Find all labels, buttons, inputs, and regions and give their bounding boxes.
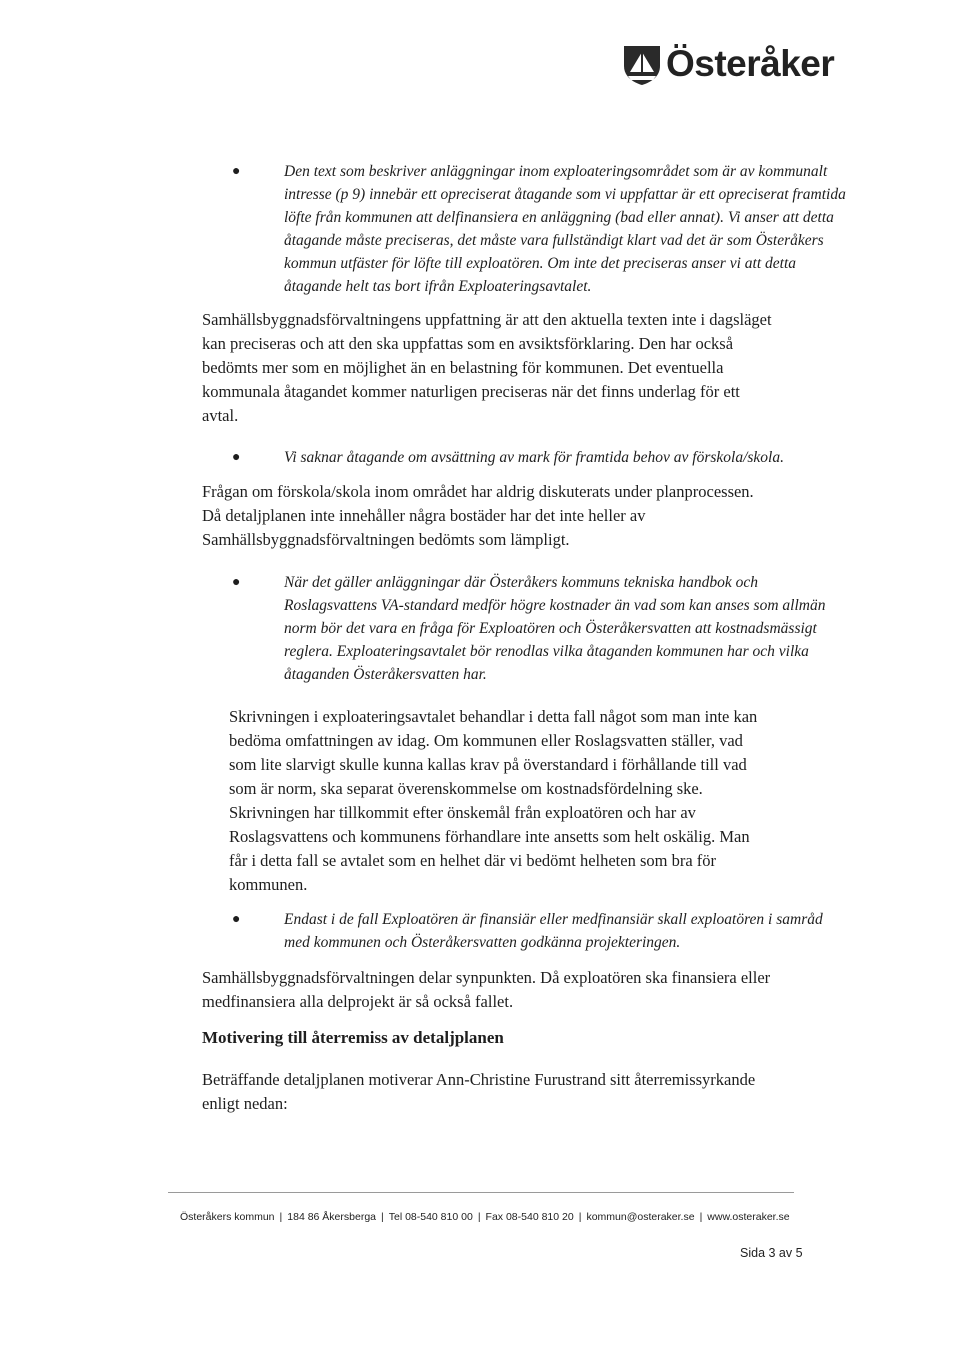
text-line: åtagande helt tas bort ifrån Exploateringsavtalet. [284, 278, 592, 295]
text-line: Roslagsvattens och kommunens förhandlare inte ansetts som helt oskälig. Man [229, 827, 750, 846]
bullet-dot-icon: ● [232, 450, 241, 465]
response-paragraph-3 [229, 705, 757, 897]
text-line: åtagande måste preciseras, det måste vara fullständigt klart vad det är som Österåkers [284, 232, 824, 249]
text-line: Skrivningen i exploateringsavtalet behandlar i detta fall något som man inte kan [229, 707, 758, 726]
text-line: bedömts mer som en möjlighet än en belastning för kommunen. Det eventuella [202, 358, 724, 377]
text-line: Skrivningen har tillkommit efter önskemål från exploatören och har av [229, 803, 696, 822]
bullet-item-1 [232, 160, 852, 298]
footer-email-link[interactable]: kommun@osteraker.se [586, 1211, 695, 1223]
text-line: kommunala åtagandet kommer naturligen preciseras när det finns underlag för ett [202, 382, 740, 401]
response-paragraph-4 [202, 966, 770, 1014]
text-line: Den text som beskriver anläggningar inom exploateringsområdet som är av kommunalt [284, 163, 828, 180]
text-line: kan preciseras och att den ska uppfattas som en avsiktsförklaring. Den har också [202, 334, 734, 353]
text-line: med kommunen och Österåkersvatten godkänna projekteringen. [284, 934, 681, 951]
text-line: Frågan om förskola/skola inom området har aldrig diskuterats under planprocessen. [202, 482, 754, 501]
text-line: Endast i de fall Exploatören är finansiär eller medfinansiär skall exploatören i samråd [284, 911, 823, 928]
text-line: Vi saknar åtagande om avsättning av mark för framtida behov av förskola/skola. [284, 449, 784, 466]
text-line: Då detaljplanen inte innehåller några bostäder har det inte heller av [202, 506, 646, 525]
text-line: bedöma omfattningen av idag. Om kommunen eller Roslagsvatten ställer, vad [229, 731, 743, 750]
text-line: kommun utfäster för löfte till exploatören. Om inte det preciseras anser vi att detta [284, 255, 796, 272]
bullet-text [284, 571, 825, 686]
bullet-dot-icon: ● [232, 575, 241, 590]
text-line: åtaganden Österåkersvatten har. [284, 666, 487, 683]
bullet-dot-icon: ● [232, 912, 241, 927]
text-line: När det gäller anläggningar där Österåkers kommuns tekniska handbok och [284, 574, 758, 591]
bullet-item-2 [232, 446, 852, 469]
text-line: löfte från kommunen att delfinansiera en anläggning (bad eller annat). Vi anser att detta [284, 209, 834, 226]
footer-address: 184 86 Åkersberga [287, 1211, 376, 1223]
footer-web-link[interactable]: www.osteraker.se [707, 1211, 790, 1223]
text-line: avtal. [202, 406, 239, 425]
text-line: som lite slarvigt skulle kunna kallas krav på överstandard i förhållande till vad [229, 755, 747, 774]
text-line: får i detta fall se avtalet som en helhet där vi bedömt helheten som bra för [229, 851, 717, 870]
text-line: Samhällsbyggnadsförvaltningen delar synpunkten. Då exploatören ska finansiera eller [202, 968, 771, 987]
bullet-text [284, 160, 846, 298]
text-line: medfinansiera alla delprojekt är så också fallet. [202, 992, 514, 1011]
text-line: norm bör det vara en fråga för Exploatören och Österåkersvatten att kostnadsmässigt [284, 620, 817, 637]
bullet-item-4 [232, 908, 852, 954]
text-line: Beträffande detaljplanen motiverar Ann-Christine Furustrand sitt återremissyrkande [202, 1070, 756, 1089]
text-line: som är norm, ska separat överenskommelse om kostnadsfördelning ske. [229, 779, 703, 798]
footer-divider [168, 1192, 794, 1193]
text-line: reglera. Exploateringsavtalet bör renodlas vilka åtaganden kommunen har och vilka [284, 643, 809, 660]
logo-wordmark: Österåker [666, 43, 835, 84]
text-line: Samhällsbyggnadsförvaltningen bedömts som lämpligt. [202, 530, 570, 549]
response-paragraph-2 [202, 480, 754, 552]
bullet-text [284, 908, 823, 954]
bullet-dot-icon: ● [232, 164, 241, 179]
text-line: Roslagsvattens VA-standard medför högre kostnader än vad som kan anses som allmän [284, 597, 826, 614]
section-heading: Motivering till återremiss av detaljplanen [202, 1028, 504, 1047]
section [202, 1028, 504, 1048]
bullet-item-3 [232, 571, 852, 686]
bullet-text [284, 446, 784, 469]
text-line: Samhällsbyggnadsförvaltningens uppfattning är att den aktuella texten inte i dagsläget [202, 310, 772, 329]
footer-org: Österåkers kommun [180, 1211, 275, 1223]
footer-fax: Fax 08-540 810 20 [485, 1211, 574, 1223]
footer-phone: Tel 08-540 810 00 [388, 1211, 473, 1223]
response-paragraph-1 [202, 308, 772, 428]
text-line: enligt nedan: [202, 1094, 288, 1113]
coat-of-arms-icon [620, 42, 664, 86]
page-number: Sida 3 av 5 [740, 1246, 803, 1260]
text-line: intresse (p 9) innebär ett opreciserat åtagande som vi uppfattar är ett opreciserat framtida [284, 186, 846, 203]
text-line: kommunen. [229, 875, 308, 894]
footer: Österåkers kommun | 184 86 Åkersberga | Tel 08-540 810 00 | Fax 08-540 810 20 | kommun@osteraker.se | www.osteraker.se [180, 1211, 790, 1223]
section-paragraph [202, 1068, 755, 1116]
municipality-logo [620, 42, 834, 86]
